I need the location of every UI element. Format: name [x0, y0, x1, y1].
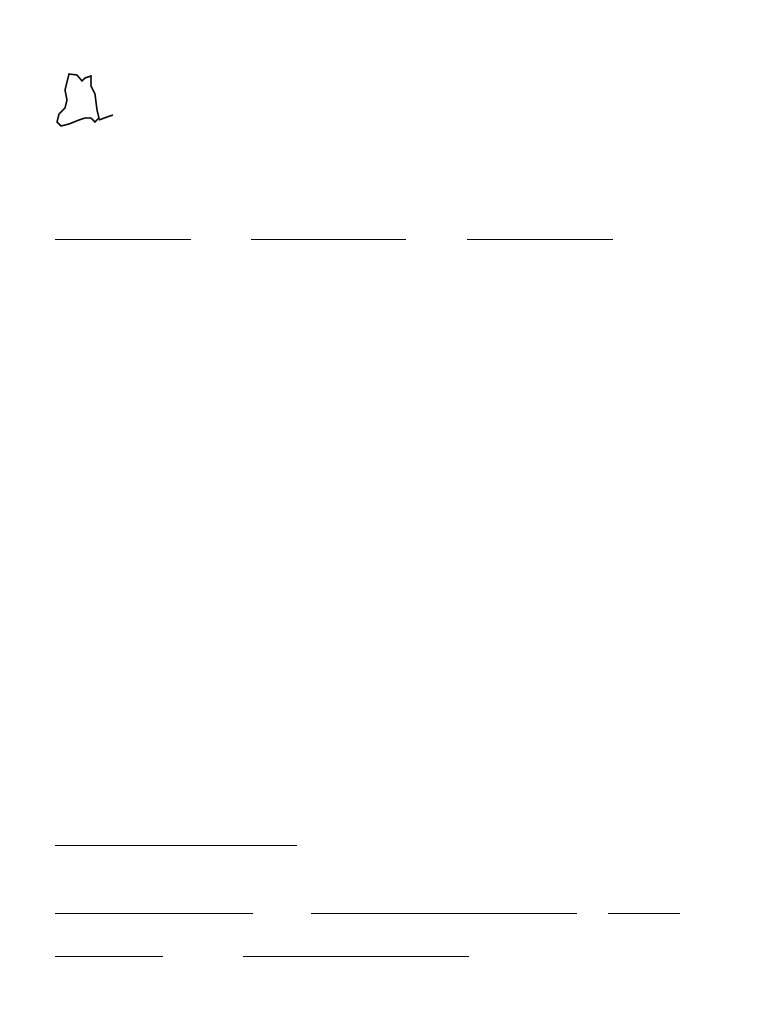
name-input-line[interactable] [55, 902, 253, 914]
date-field[interactable] [608, 902, 680, 917]
title-input-line[interactable] [311, 902, 577, 914]
email-field[interactable] [243, 945, 469, 960]
telephone-input-line[interactable] [55, 945, 163, 957]
certification-statement [55, 834, 297, 849]
signature-line[interactable] [55, 834, 297, 846]
title-field[interactable] [311, 902, 577, 917]
name-field[interactable] [55, 902, 253, 917]
telephone-field[interactable] [55, 945, 163, 960]
date-input-line[interactable] [608, 902, 680, 914]
email-input-line[interactable] [243, 945, 469, 957]
